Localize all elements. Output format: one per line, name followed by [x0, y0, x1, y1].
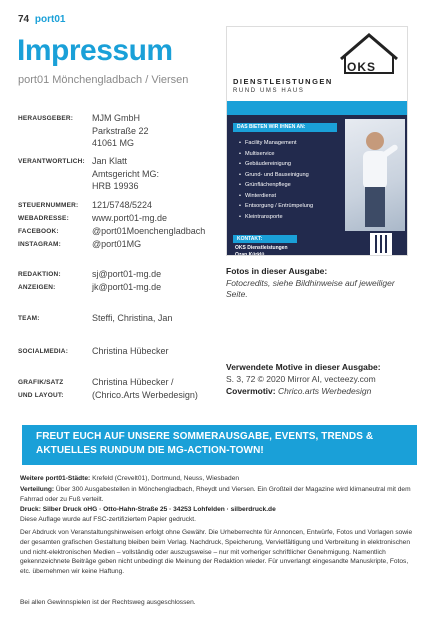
email-link[interactable]: jk@port01-mg.de — [92, 282, 162, 292]
worker-figure-icon — [345, 119, 405, 231]
entry-value — [92, 281, 232, 294]
entry-value — [92, 225, 232, 238]
page-title: Impressum — [17, 34, 173, 67]
ad-company: DIENSTLEISTUNGEN — [233, 77, 333, 86]
footer-distribution-label: Verteilung: — [20, 486, 55, 493]
page-number: 74 — [18, 14, 30, 25]
facebook-handle: @port01Moenchengladbach — [92, 226, 206, 236]
ad-logo-text: OKS — [347, 60, 377, 74]
entry-value — [92, 238, 232, 251]
list-item: • Grünflächenpflege — [239, 180, 313, 191]
entry-label: HERAUSGEBER: — [18, 115, 74, 122]
footer-cities — [20, 474, 420, 484]
entry-line: Parkstraße 22 — [92, 125, 149, 136]
entry-line: Steffi, Christina, Jan — [92, 313, 173, 323]
promo-banner-text — [36, 430, 406, 458]
footer-rechtsweg: Bei allen Gewinnspielen ist der Rechtsweg ausgeschlossen. — [20, 599, 196, 606]
entry-line: 41061 MG — [92, 138, 135, 148]
ad-services-list — [239, 138, 313, 222]
qr-code-icon[interactable] — [370, 233, 392, 255]
list-item: • Entsorgung / Entrümpelung — [239, 201, 313, 212]
instagram-handle: @port01MG — [92, 239, 142, 249]
entry-label: WEBADRESSE: — [18, 215, 69, 222]
fotos-text: Fotocredits, siehe Bildhinweise auf jeweiliger Seite. — [226, 278, 395, 299]
ad-worker-photo — [345, 119, 405, 231]
entry-line: Christina Hübecker / — [92, 377, 174, 387]
entry-line: Jan Klatt — [92, 156, 128, 166]
entry-value — [92, 345, 232, 358]
footer-cities-label: Weitere port01-Städte: — [20, 475, 91, 482]
entry-label: ANZEIGEN: — [18, 284, 56, 291]
ad-accent-band — [227, 101, 407, 115]
footer-fsc: Diese Auflage wurde auf FSC-zertifiziertem Papier gedruckt. — [20, 516, 196, 523]
cover-credit — [226, 386, 371, 396]
ad-tagline: RUND UMS HAUS — [233, 88, 305, 94]
entry-line: MJM GmbH — [92, 113, 140, 123]
entry-label: REDAKTION: — [18, 271, 61, 278]
fotos-heading: Fotos in dieser Ausgabe: — [226, 266, 328, 276]
entry-line: Christina Hübecker — [92, 346, 169, 356]
footer-distribution — [20, 485, 420, 505]
list-item: • Grund- und Bauseinigung — [239, 170, 313, 181]
footer-print-text: Druck: Silber Druck oHG · Otto-Hahn-Straße 25 · 34253 Lohfelden · silberdruck.de — [20, 506, 276, 513]
entry-value — [92, 112, 232, 150]
entry-value — [92, 312, 232, 325]
ad-contact-info — [235, 245, 306, 256]
entry-line: 121/5748/5224 — [92, 200, 153, 210]
entry-label: UND LAYOUT: — [18, 392, 64, 399]
entry-label: STEUERNUMMER: — [18, 202, 79, 209]
footer-cities-text: Krefeld (Crevelt01), Dortmund, Neuss, Wiesbaden — [92, 475, 240, 482]
entry-label: TEAM: — [18, 315, 40, 322]
entry-label: VERANTWORTLICH: — [18, 158, 85, 165]
brand-name: port01 — [34, 14, 66, 25]
ad-logo-area — [227, 27, 407, 101]
contact-line: Ozan Kürklü — [235, 252, 265, 256]
list-item: • Winterdienst — [239, 191, 313, 202]
website-link[interactable]: www.port01-mg.de — [92, 213, 168, 223]
email-link[interactable]: sj@port01-mg.de — [92, 269, 162, 279]
page-subtitle: port01 Mönchengladbach / Viersen — [18, 74, 189, 86]
entry-label: FACEBOOK: — [18, 228, 59, 235]
footer-disclaimer: Der Abdruck von Veranstaltungshinweisen erfolgt ohne Gewähr. Die Urheberrechte für Annoncen, Entwürfe, Fotos und Vorlagen sowie der gesamten grafischen Gestaltung bleiben beim Verlag. Nachdruck, Speicherung, Vervielfältigung und Verbreitung in elektronischen und nicht-elektronischen Medien – vollständig oder auszugsweise – nur mit vorheriger schriftlicher Genehmigung. Namentlich gekennzeichnete Beiträge geben nicht unbedingt die Meinung der Redaktion wieder. Für unverlangt eingesandte Manuskripte, Fotos, etc. übernehmen wir keine Haftung. — [20, 529, 413, 576]
banner-line: AKTUELLES RUNDUM DIE MG-ACTION-TOWN! — [36, 445, 264, 456]
cover-label: Covermotiv: — [226, 386, 276, 396]
ad-contact-badge: KONTAKT: — [233, 235, 297, 243]
entry-value — [92, 155, 232, 193]
page-header — [18, 14, 65, 25]
motive-text: S. 3, 72 © 2020 Mirror AI, vecteezy.com — [226, 374, 376, 384]
list-item: • Kleintransporte — [239, 212, 313, 223]
footer-distribution-text: Über 300 Ausgabestellen in Mönchengladbach, Rheydt und Viersen. Ein Großteil der Magazine wird klimaneutral mit dem Fahrrad oder zu Fuß verteilt. — [20, 486, 411, 503]
entry-value — [92, 268, 232, 281]
entry-value — [92, 376, 232, 389]
motive-heading: Verwendete Motive in dieser Ausgabe: — [226, 362, 381, 372]
entry-line: Amtsgericht MG: — [92, 168, 160, 179]
entry-value — [92, 199, 232, 212]
entry-label: GRAFIK/SATZ — [18, 379, 64, 386]
entry-line: HRB 19936 — [92, 181, 139, 191]
entry-label: INSTAGRAM: — [18, 241, 62, 248]
ad-services-badge: DAS BIETEN WIR IHNEN AN: — [233, 123, 337, 132]
contact-line: OKS Dienstleistungen — [235, 245, 288, 251]
entry-value — [92, 389, 232, 402]
list-item: • Gebäudereinigung — [239, 159, 313, 170]
footer-print — [20, 505, 420, 515]
banner-line: FREUT EUCH AUF UNSERE SOMMERAUSGABE, EVENTS, TRENDS & — [36, 431, 374, 442]
list-item: • Multiservice — [239, 149, 313, 160]
advertisement-oks[interactable] — [226, 26, 408, 256]
entry-line: (Chrico.Arts Werbedesign) — [92, 390, 198, 400]
entry-label: SOCIALMEDIA: — [18, 348, 69, 355]
list-item: • Facility Management — [239, 138, 313, 149]
entry-value — [92, 212, 232, 225]
cover-value: Chrico.arts Werbedesign — [277, 386, 372, 396]
